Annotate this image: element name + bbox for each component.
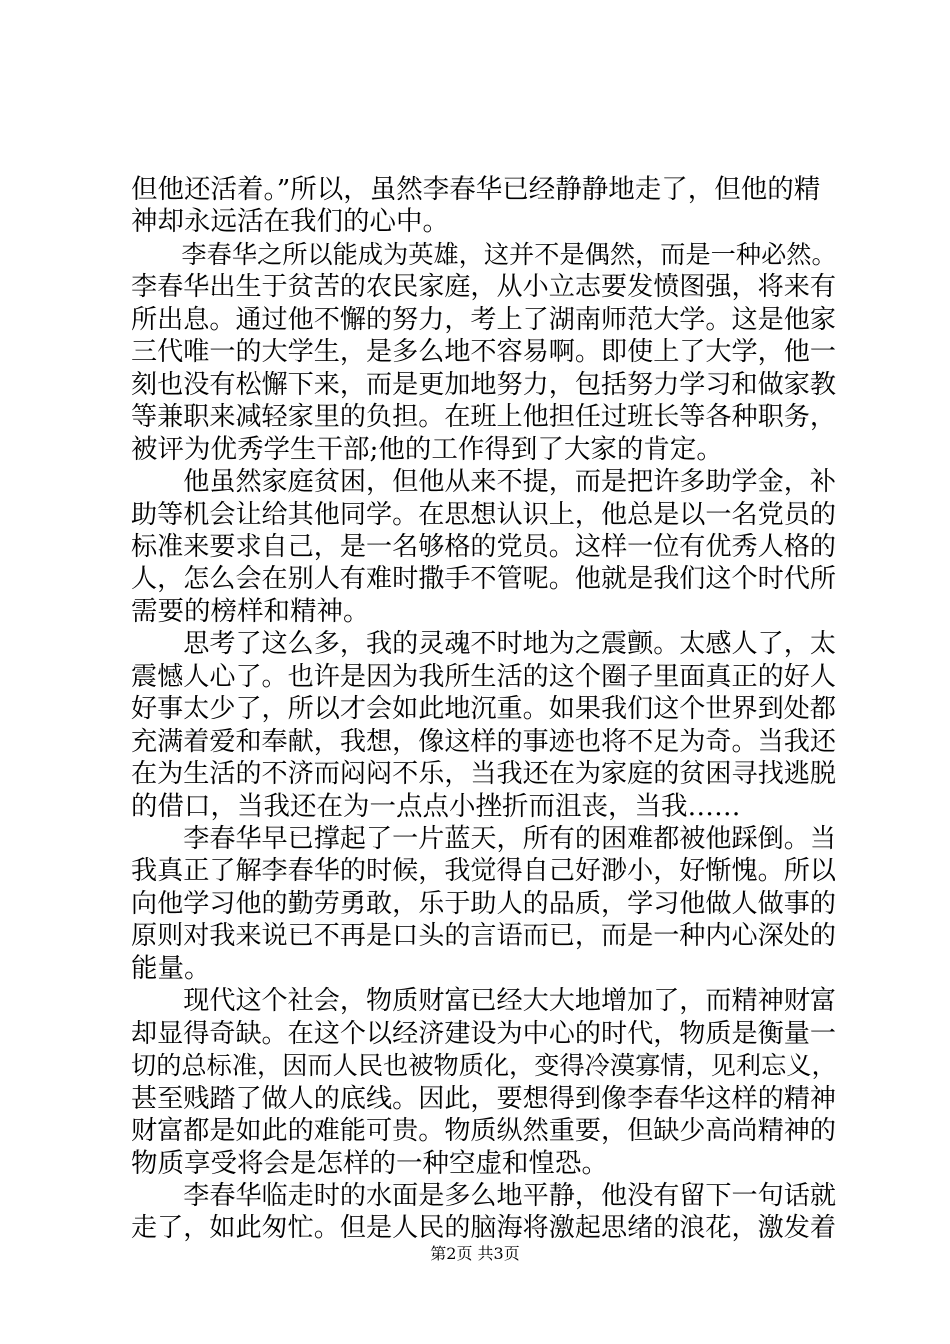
text-line: 神却永远活在我们的心中。 (131, 206, 449, 238)
text-line: 等兼职来减轻家里的负担。在班上他担任过班长等各种职务， (131, 402, 836, 433)
text-line: 好事太少了，所以才会如此地沉重。如果我们这个世界到处都 (131, 694, 836, 725)
text-line: 向他学习他的勤劳勇敢，乐于助人的品质，学习他做人做事的 (131, 888, 836, 919)
text-line: 的借口，当我还在为一点点小挫折而沮丧，当我…… (131, 790, 741, 822)
text-line: 所出息。通过他不懈的努力，考上了湖南师范大学。这是他家 (131, 304, 836, 335)
text-line: 三代唯一的大学生，是多么地不容易啊。即使上了大学，他一 (131, 337, 836, 368)
text-line: 人，怎么会在别人有难时撒手不管呢。他就是我们这个时代所 (131, 564, 836, 595)
text-line: 李春华早已撑起了一片蓝天，所有的困难都被他踩倒。当 (131, 824, 836, 854)
text-line: 他虽然家庭贫困，但他从来不提，而是把许多助学金，补 (131, 467, 836, 498)
text-line: 刻也没有松懈下来，而是更加地努力，包括努力学习和做家教 (131, 369, 836, 400)
text-line: 震憾人心了。也许是因为我所生活的这个圈子里面真正的好人 (131, 661, 836, 692)
text-line: 但他还活着。”所以，虽然李春华已经静静地走了，但他的精 (131, 174, 821, 205)
text-line: 切的总标准，因而人民也被物质化，变得冷漠寡情，见利忘义， (131, 1051, 837, 1081)
text-line: 原则对我来说已不再是口头的言语而已，而是一种内心深处的 (131, 921, 836, 952)
text-line: 能量。 (131, 952, 211, 984)
text-line: 需要的榜样和精神。 (131, 595, 370, 627)
text-line: 我真正了解李春华的时候，我觉得自己好渺小，好惭愧。所以 (131, 856, 836, 887)
text-line: 李春华出生于贫苦的农民家庭，从小立志要发愤图强，将来有 (131, 272, 836, 303)
text-line: 充满着爱和奉献，我想，像这样的事迹也将不足为奇。当我还 (131, 726, 836, 757)
text-line: 标准来要求自己，是一名够格的党员。这样一位有优秀人格的 (131, 531, 836, 562)
text-line: 思考了这么多，我的灵魂不时地为之震颤。太感人了，太 (131, 629, 836, 660)
text-line: 在为生活的不济而闷闷不乐，当我还在为家庭的贫困寻找逃脱 (131, 759, 836, 790)
text-line: 物质享受将会是怎样的一种空虚和惶恐。 (131, 1147, 608, 1179)
page-footer: 第2页 共3页 (430, 1244, 520, 1263)
text-line: 现代这个社会，物质财富已经大大地增加了，而精神财富 (131, 986, 836, 1017)
text-line: 却显得奇缺。在这个以经济建设为中心的时代，物质是衡量一 (131, 1018, 836, 1049)
text-line: 李春华之所以能成为英雄，这并不是偶然，而是一种必然。 (131, 239, 837, 269)
text-line: 财富都是如此的难能可贵。物质纵然重要，但缺少高尚精神的 (131, 1116, 836, 1147)
text-line: 走了，如此匆忙。但是人民的脑海将激起思绪的浪花，激发着 (131, 1213, 836, 1244)
text-line: 甚至贱踏了做人的底线。因此，要想得到像李春华这样的精神 (131, 1083, 836, 1114)
text-line: 助等机会让给其他同学。在思想认识上，他总是以一名党员的 (131, 499, 836, 530)
text-line: 被评为优秀学生干部;他的工作得到了大家的肯定。 (131, 433, 723, 465)
text-line: 李春华临走时的水面是多么地平静，他没有留下一句话就 (131, 1180, 836, 1211)
